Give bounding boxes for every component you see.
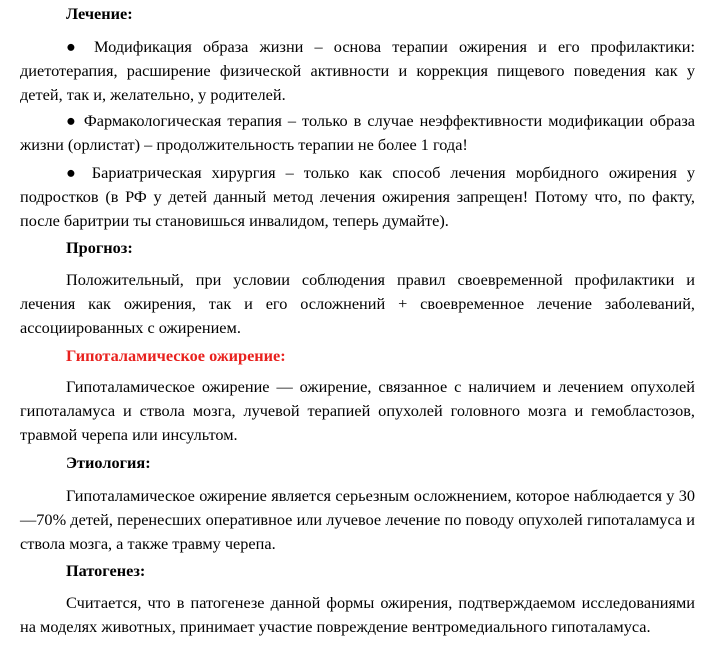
pathogenesis-heading: Патогенез:: [66, 561, 146, 580]
treatment-item-lifestyle: ● Модификация образа жизни – основа терапии ожирения и его профилактики: диетотерапия, расширение физической активности и коррекция пищевого поведения как у детей, так и, желательно, у родителей.: [20, 37, 695, 104]
prognosis-heading: Прогноз:: [66, 238, 133, 257]
prognosis-text: Положительный, при условии соблюдения правил своевременной профилактики и лечения как ожирения, так и его осложнений + своевременное лечение заболеваний, ассоциированных с ожирением.: [20, 270, 695, 337]
treatment-item-pharmacology: ● Фармакологическая терапия – только в случае неэффективности модификации образа жизни (орлистат) – продолжительность терапии не более 1 года!: [20, 111, 695, 154]
treatment-item-bariatric: ● Бариатрическая хирургия – только как способ лечения морбидного ожирения у подростков (в РФ у детей данный метод лечения ожирения запрещен! Потому что, по факту, после баритрии ты становишься инвалидом, теперь думайте).: [20, 163, 695, 230]
pathogenesis-text: Считается, что в патогенезе данной формы ожирения, подтверждаемом исследованиями на моделях животных, принимает участие повреждение вентромедиального гипоталамуса.: [20, 593, 695, 636]
etiology-text: Гипоталамическое ожирение является серьезным осложнением, которое наблюдается у 30—70% детей, перенесших оперативное или лучевое лечение по поводу опухолей гипоталамуса и ствола мозга, а также травму черепа.: [20, 486, 695, 553]
hypothalamic-obesity-heading: Гипоталамическое ожирение:: [66, 346, 286, 365]
hypothalamic-obesity-text: Гипоталамическое ожирение — ожирение, связанное с наличием и лечением опухолей гипоталамуса и ствола мозга, лучевой терапией опухолей головного мозга и гемобластозов, травмой черепа или инсультом.: [20, 377, 695, 444]
treatment-heading: Лечение:: [66, 4, 133, 23]
etiology-heading: Этиология:: [66, 453, 151, 472]
